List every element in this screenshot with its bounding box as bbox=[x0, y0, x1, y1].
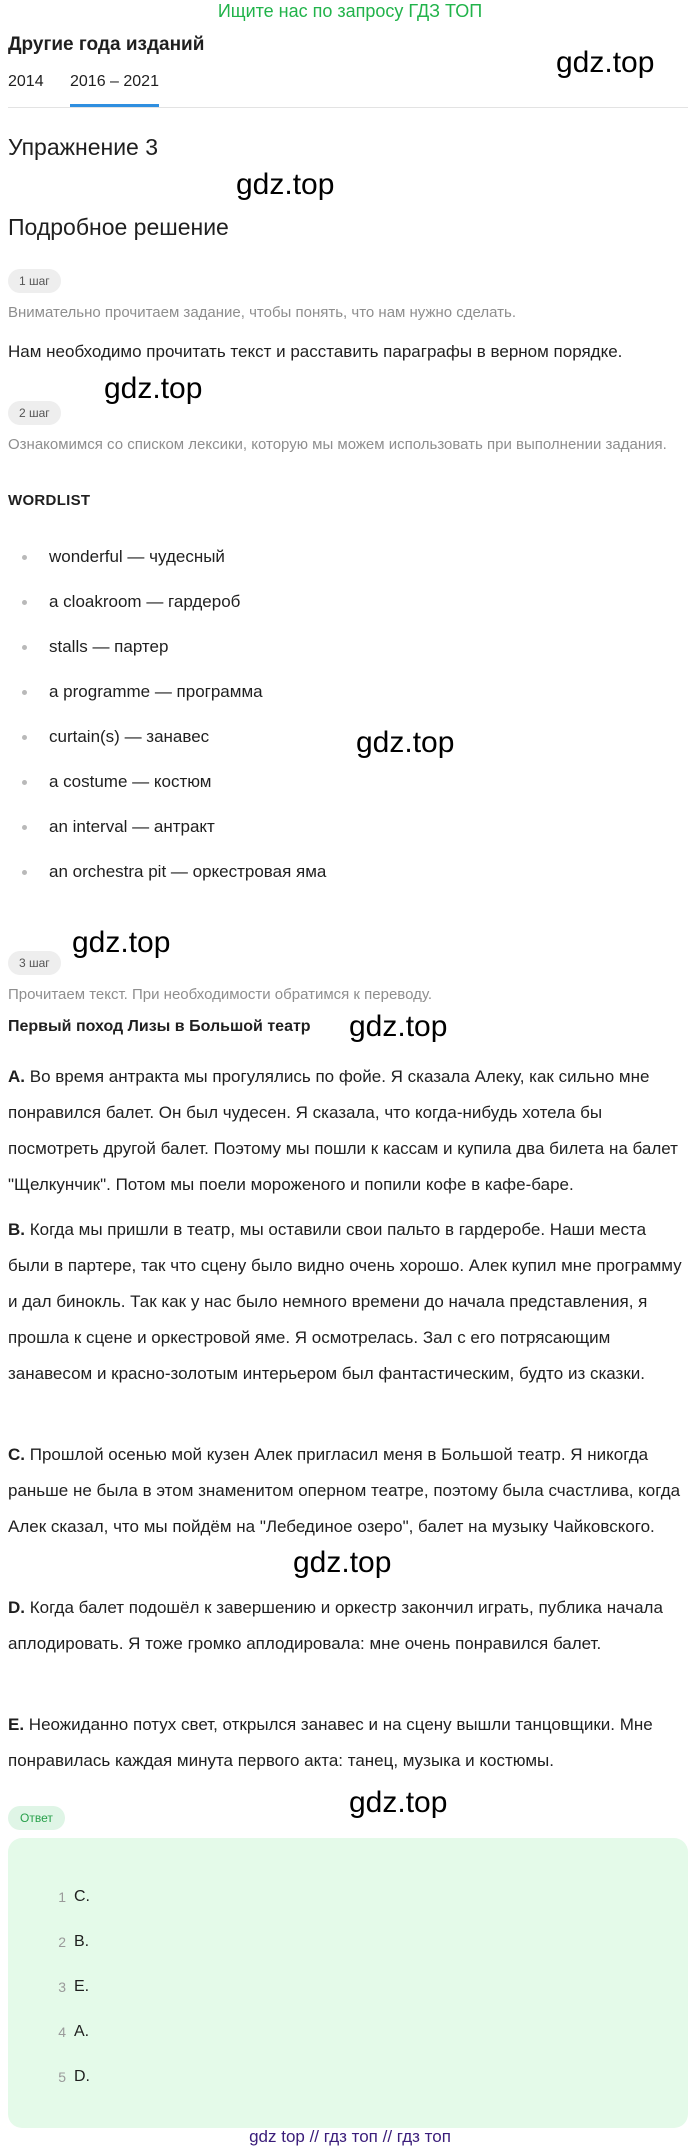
answer-value: C. bbox=[74, 1888, 90, 1905]
paragraph-letter: E. bbox=[8, 1715, 25, 1734]
list-item-text: stalls — партер bbox=[49, 637, 169, 656]
list-item bbox=[8, 632, 688, 662]
list-item-text: an interval — антракт bbox=[49, 817, 215, 836]
paragraph bbox=[8, 1212, 692, 1392]
list-item bbox=[8, 587, 688, 617]
paragraph bbox=[8, 1707, 692, 1779]
watermark: gdz.top bbox=[236, 168, 335, 201]
list-item-text: wonderful — чудесный bbox=[49, 547, 225, 566]
list-item bbox=[8, 542, 688, 572]
answer-value: E. bbox=[74, 1978, 90, 1995]
paragraph-text: Во время антракта мы прогулялись по фойе. Я сказала Алеку, как сильно мне понравился балет. Он был чудесен. Я сказала, что когда-нибудь хотела бы посмотреть другой балет. Поэтому мы пошли к кассам и купила два билета на балет "Щелкунчик". Потом мы поели мороженого и попили кофе в кафе-баре. bbox=[8, 1067, 678, 1194]
answer-number: 2 bbox=[58, 1934, 66, 1950]
paragraph-letter: D. bbox=[8, 1598, 25, 1617]
solution-title: Подробное решение bbox=[8, 214, 229, 240]
answer-item bbox=[8, 2017, 688, 2047]
paragraph-text: Когда мы пришли в театр, мы оставили свои пальто в гардеробе. Наши места были в партере, так что сцену было видно очень хорошо. Алек купил мне программу и дал бинокль. Так как у нас было немного времени до начала представления, я прошла к сцене и оркестровой яме. Я осмотрелась. Зал с его потрясающим занавесом и красно-золотым интерьером был фантастическим, будто из сказки. bbox=[8, 1220, 682, 1383]
year-tab-2016-2021[interactable]: 2016 – 2021 bbox=[70, 70, 159, 107]
bullet-icon bbox=[22, 870, 27, 875]
answer-number: 1 bbox=[58, 1889, 66, 1905]
step-text: Нам необходимо прочитать текст и расставить параграфы в верном порядке. bbox=[8, 342, 623, 361]
paragraph-letter: B. bbox=[8, 1220, 25, 1239]
watermark: gdz.top bbox=[356, 726, 455, 759]
answer-badge: Ответ bbox=[8, 1806, 65, 1830]
text-title: Первый поход Лизы в Большой театр bbox=[8, 1018, 311, 1035]
answer-item bbox=[8, 1972, 688, 2002]
answer-number: 3 bbox=[58, 1979, 66, 1995]
list-item-text: curtain(s) — занавес bbox=[49, 727, 210, 746]
paragraph-text: Неожиданно потух свет, открылся занавес и на сцену вышли танцовщики. Мне понравилась каждая минута первого акта: танец, музыка и костюмы. bbox=[8, 1715, 653, 1770]
step-hint: Внимательно прочитаем задание, чтобы понять, что нам нужно сделать. bbox=[8, 304, 517, 321]
year-tab-2014[interactable]: 2014 bbox=[8, 73, 44, 90]
list-item-text: a costume — костюм bbox=[49, 772, 212, 791]
bullet-icon bbox=[22, 555, 27, 560]
list-item-text: an orchestra pit — оркестровая яма bbox=[49, 862, 327, 881]
answer-value: D. bbox=[74, 2068, 90, 2085]
wordlist-title: WORDLIST bbox=[8, 492, 91, 509]
paragraph-letter: C. bbox=[8, 1445, 25, 1464]
step-badge: 2 шаг bbox=[8, 401, 61, 425]
answer-number: 5 bbox=[58, 2069, 66, 2085]
list-item bbox=[8, 677, 688, 707]
watermark: gdz.top bbox=[349, 1786, 448, 1819]
answer-number: 4 bbox=[58, 2024, 66, 2040]
footer-links[interactable]: gdz top // гдз топ // гдз топ bbox=[249, 2127, 451, 2146]
paragraph bbox=[8, 1059, 692, 1203]
tabs-divider bbox=[8, 107, 688, 108]
answer-value: A. bbox=[74, 2023, 90, 2040]
answer-item bbox=[8, 2062, 688, 2092]
watermark: gdz.top bbox=[293, 1546, 392, 1579]
list-item-text: a cloakroom — гардероб bbox=[49, 592, 241, 611]
paragraph-text: Когда балет подошёл к завершению и оркестр закончил играть, публика начала аплодировать. Я тоже громко аплодировала: мне очень понравился балет. bbox=[8, 1598, 663, 1653]
answer-value: B. bbox=[74, 1933, 90, 1950]
paragraph bbox=[8, 1437, 692, 1545]
watermark: gdz.top bbox=[556, 46, 655, 79]
bullet-icon bbox=[22, 600, 27, 605]
paragraph-letter: A. bbox=[8, 1067, 25, 1086]
list-item bbox=[8, 767, 688, 797]
list-item bbox=[8, 722, 688, 752]
exercise-title: Упражнение 3 bbox=[8, 134, 159, 160]
list-item-text: a programme — программа bbox=[49, 682, 263, 701]
watermark: gdz.top bbox=[72, 926, 171, 959]
bullet-icon bbox=[22, 780, 27, 785]
answer-box bbox=[8, 1838, 688, 2128]
step-badge: 1 шаг bbox=[8, 269, 61, 293]
bullet-icon bbox=[22, 735, 27, 740]
bullet-icon bbox=[22, 825, 27, 830]
answer-item bbox=[8, 1927, 688, 1957]
paragraph-text: Прошлой осенью мой кузен Алек пригласил меня в Большой театр. Я никогда раньше не была в этом знаменитом оперном театре, поэтому была счастлива, когда Алек сказал, что мы пойдём на "Лебединое озеро", балет на музыку Чайковского. bbox=[8, 1445, 681, 1536]
promo-banner[interactable]: Ищите нас по запросу ГДЗ ТОП bbox=[217, 1, 483, 21]
watermark: gdz.top bbox=[349, 1010, 448, 1043]
step-hint: Прочитаем текст. При необходимости обратимся к переводу. bbox=[8, 986, 433, 1003]
list-item bbox=[8, 857, 688, 887]
paragraph bbox=[8, 1590, 692, 1662]
answer-item bbox=[8, 1882, 688, 1912]
bullet-icon bbox=[22, 645, 27, 650]
bullet-icon bbox=[22, 690, 27, 695]
watermark: gdz.top bbox=[104, 372, 203, 405]
step-hint: Ознакомимся со списком лексики, которую мы можем использовать при выполнении задания. bbox=[8, 436, 667, 453]
other-years-title: Другие года изданий bbox=[8, 34, 205, 55]
step-badge: 3 шаг bbox=[8, 951, 61, 975]
list-item bbox=[8, 812, 688, 842]
